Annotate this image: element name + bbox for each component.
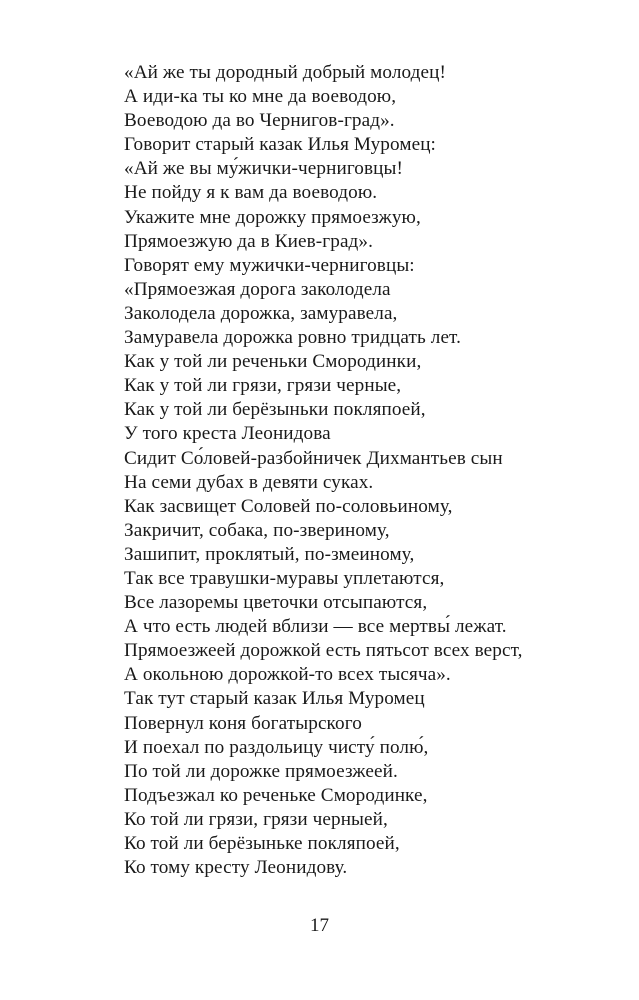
poem-line: Замуравела дорожка ровно тридцать лет.: [124, 327, 461, 349]
poem-line: Как у той ли берёзыньки покляпоей,: [124, 399, 426, 421]
poem-line: Повернул коня богатырского: [124, 712, 362, 734]
poem-line: Так тут старый казак Илья Муромец: [124, 688, 425, 710]
poem-line: Ко той ли грязи, грязи черныей,: [124, 808, 388, 830]
poem-line: Как у той ли реченьки Смородинки,: [124, 351, 422, 373]
poem-line: Так все травушки-муравы уплетаются,: [124, 567, 445, 589]
poem-line: Ко той ли берёзыньке покляпоей,: [124, 833, 400, 854]
poem-line: Закричит, собака, по-звериному,: [124, 519, 390, 541]
page-number: 17: [310, 915, 329, 936]
poem-line: Как у той ли грязи, грязи черные,: [124, 375, 402, 397]
poem-line: На семи дубах в девяти суках.: [124, 471, 374, 493]
poem-line: У того креста Леонидова: [124, 423, 331, 445]
poem-line: По той ли дорожке прямоезжеей.: [124, 760, 398, 782]
poem-text: [124, 61, 604, 880]
poem-line: Подъезжал ко реченьке Смородинке,: [124, 784, 428, 806]
poem-line: Прямоезжеей дорожкой есть пятьсот всех верст,: [124, 640, 523, 662]
poem-line: Говорит старый казак Илья Муромец:: [124, 134, 436, 156]
poem-line: Укажите мне дорожку прямоезжую,: [124, 206, 421, 228]
poem-line: Заколодела дорожка, замуравела,: [124, 302, 398, 324]
poem-line: Воеводою да во Чернигов-град».: [124, 110, 395, 132]
poem-line: Ко тому кресту Леонидову.: [124, 857, 348, 879]
poem-line: И поехал по раздольицу чисту́ полю́,: [124, 736, 429, 758]
poem-line: «Ай же вы му́жички-черниговцы!: [124, 158, 404, 180]
poem-line: Зашипит, проклятый, по-змеиному,: [124, 543, 415, 565]
poem-line: «Прямоезжая дорога заколодела: [124, 278, 391, 300]
poem-line: Не пойду я к вам да воеводою.: [124, 182, 378, 204]
poem-line: Как засвищет Соловей по-соловьиному,: [124, 495, 453, 517]
poem-line: Сидит Со́ловей-разбойничек Дихмантьев сын: [124, 447, 503, 469]
poem-line: Говорят ему мужички-черниговцы:: [124, 254, 415, 276]
poem-line: А окольною дорожкой-то всех тысяча».: [124, 664, 451, 686]
poem-line: Все лазоремы цветочки отсыпаются,: [124, 592, 428, 614]
poem-line: А что есть людей вблизи — все мертвы́ лежат.: [124, 616, 507, 638]
poem-line: «Ай же ты дородный добрый молодец!: [124, 62, 446, 83]
poem-line: А иди-ка ты ко мне да воеводою,: [124, 86, 397, 108]
poem-line: Прямоезжую да в Киев-град».: [124, 230, 374, 252]
